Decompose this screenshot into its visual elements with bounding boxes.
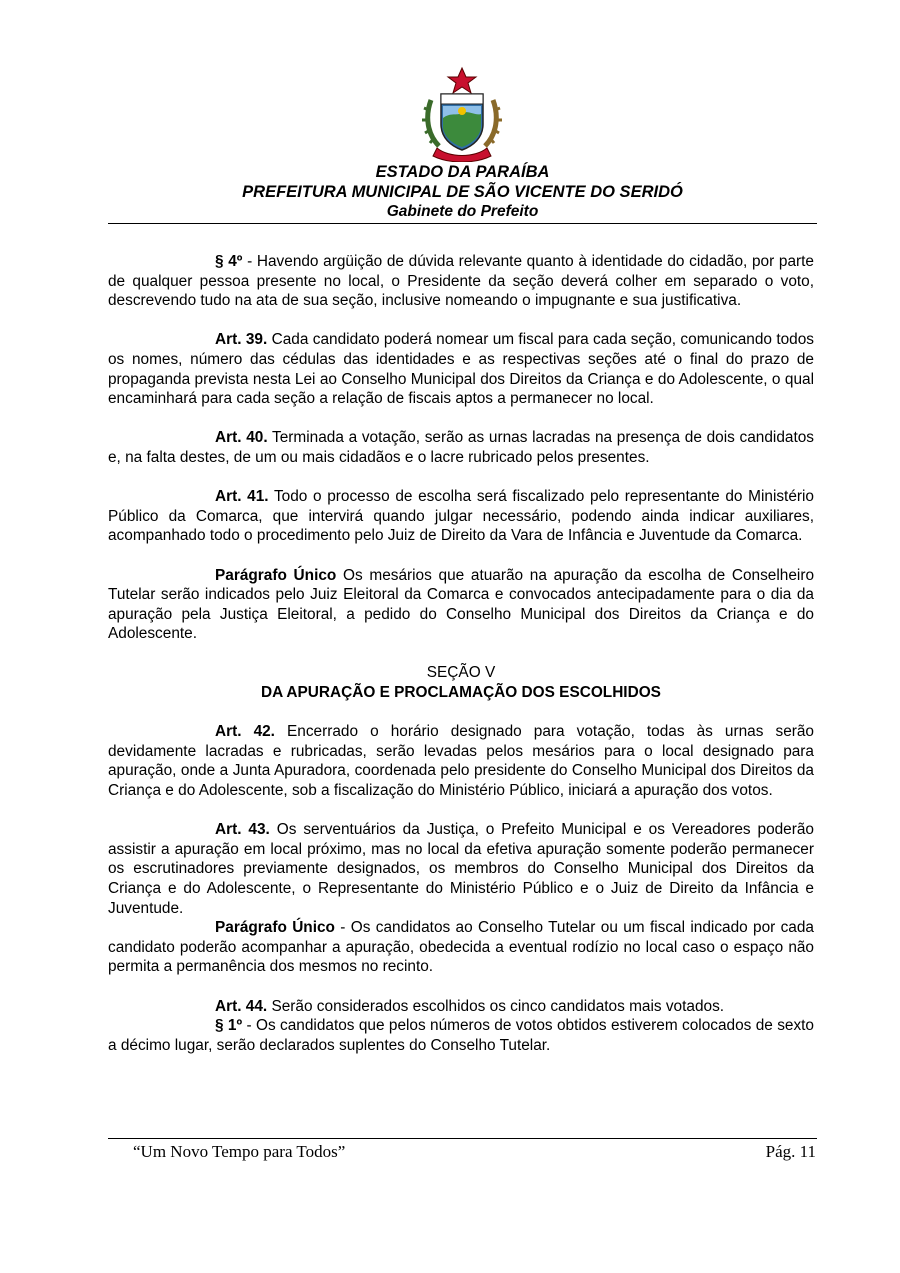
- paragraph-label: Art. 43.: [215, 821, 270, 839]
- paragraph-art43-unico: [108, 918, 814, 977]
- paragraph-art44-par1: [108, 1016, 814, 1055]
- paragraph-label: Art. 42.: [215, 723, 275, 741]
- paragraph-label: § 4º: [215, 253, 243, 270]
- paragraph-text: - Havendo argüição de dúvida relevante quanto à identidade do cidadão, por parte de qualquer pessoa presente no local, o Presidente da seção deverá colher em separado o voto, descrevendo tudo na ata de sua seção, inclusive nomeando o impugnante e sua justificativa.: [108, 253, 814, 310]
- paragraph-par4: [108, 252, 814, 311]
- paragraph-label: Art. 44.: [215, 997, 268, 1015]
- paragraph-label: § 1º: [215, 1017, 243, 1035]
- paragraph-text: - Os candidatos ao Conselho Tutelar ou um fiscal indicado por cada candidato poderão acompanhar a apuração, obedecida a eventual rodízio no local caso o espaço não permita a permanência dos mesmos no recinto.: [108, 919, 814, 976]
- paragraph-text: - Os candidatos que pelos números de votos obtidos estiverem colocados de sexto a décimo lugar, serão declarados suplentes do Conselho Tutelar.: [108, 1017, 814, 1054]
- document-body: [108, 252, 814, 1055]
- section-title: DA APURAÇÃO E PROCLAMAÇÃO DOS ESCOLHIDOS: [261, 684, 661, 702]
- footer-divider: [108, 1138, 817, 1139]
- paragraph-art39: [108, 330, 814, 408]
- paragraph-art41-unico: [108, 566, 814, 644]
- paragraph-text: Cada candidato poderá nomear um fiscal para cada seção, comunicando todos os nomes, número das cédulas das identidades e as respectivas seções até o final do prazo de propaganda prevista nesta Lei ao Conselho Municipal dos Direitos da Criança e do Adolescente, o qual encaminhará para cada seção a relação de fiscais aptos a permanecer no local.: [108, 331, 814, 408]
- paragraph-text: Encerrado o horário designado para votação, todas às urnas serão devidamente lacradas e rubricadas, serão levadas pelos mesários para o local designado para apuração, onde a Junta Apuradora, coordenada pelo presidente do Conselho Municipal dos Direitos da Criança e do Adolescente, sob a fiscalização do Ministério Público, iniciará a apuração dos votos.: [108, 723, 814, 800]
- paragraph-art43: [108, 820, 814, 918]
- paragraph-art42: [108, 722, 814, 800]
- header-divider: [108, 223, 817, 224]
- paragraph-text: Todo o processo de escolha será fiscalizado pelo representante do Ministério Público da Comarca, que intervirá quando julgar necessário, podendo ainda indicar auxiliares, acompanhado todo o procedimento pelo Juiz de Direito da Vara de Infância e Juventude da Comarca.: [108, 488, 814, 545]
- office-name: Gabinete do Prefeito: [386, 203, 539, 220]
- paragraph-text: Serão considerados escolhidos os cinco candidatos mais votados.: [267, 997, 725, 1015]
- paragraph-label: Art. 39.: [215, 331, 268, 349]
- paragraph-label: Parágrafo Único: [215, 566, 337, 584]
- paragraph-label: Parágrafo Único: [215, 919, 335, 937]
- coat-of-arms-icon: [421, 66, 503, 162]
- paragraph-label: Art. 41.: [215, 488, 269, 506]
- page-number: Pág. 11: [765, 1142, 816, 1161]
- document-header: [108, 162, 817, 222]
- paragraph-art41: [108, 487, 814, 546]
- paragraph-text: Os serventuários da Justiça, o Prefeito Municipal e os Vereadores poderão assistir a apuração em local próximo, mas no local da efetiva apuração somente poderão permanecer os escrutinadores previamente designados, os membros do Conselho Municipal dos Direitos da Criança e do Adolescente, o Representante do Ministério Público e o Juiz de Direito da Infância e Juventude.: [108, 821, 814, 917]
- footer-motto: “Um Novo Tempo para Todos”: [133, 1142, 346, 1161]
- paragraph-art40: [108, 428, 814, 467]
- section-heading: [108, 663, 814, 702]
- paragraph-art44: [108, 997, 814, 1017]
- paragraph-text: Os mesários que atuarão na apuração da escolha de Conselheiro Tutelar serão indicados pelo Juiz Eleitoral da Comarca e convocados antecipadamente para o dia da apuração pela Justiça Eleitoral, a pedido do Conselho Municipal dos Direitos da Criança e do Adolescente.: [108, 566, 814, 643]
- section-number: SEÇÃO V: [426, 664, 496, 682]
- paragraph-text: Terminada a votação, serão as urnas lacradas na presença de dois candidatos e, na falta destes, de um ou mais cidadãos e o lacre rubricado pelos presentes.: [108, 429, 814, 466]
- state-name: ESTADO DA PARAÍBA: [375, 163, 550, 181]
- municipality-name: PREFEITURA MUNICIPAL DE SÃO VICENTE DO SERIDÓ: [242, 183, 683, 201]
- paragraph-label: Art. 40.: [215, 429, 268, 447]
